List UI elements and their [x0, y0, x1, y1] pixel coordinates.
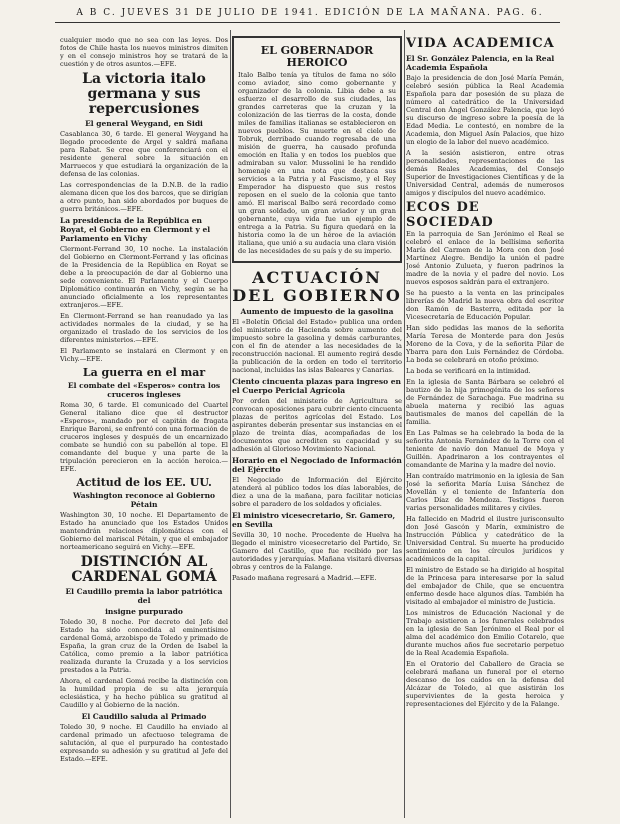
article-text: Roma 30, 6 tarde. El comunicado del Cuartel General italiano dice que el destructor «Esperos», mandado por el capitán de fragata Enrique Baroni, se enfrentó con una formación de cruceros ingleses y después de un encarnizado combate se hundió con su pabellón al tope. El comandante del buque y una parte de la tripulación perecieron en la acción heroica.—EFE. — [60, 401, 228, 473]
article-text: Ha fallecido en Madrid el ilustre jurisconsulto don José Gascón y Marín, exministro de Instrucción Pública y catedrático de la Universidad Central. Su muerte ha producido sentimiento en los círculos jurídicos y académicos de la capital. — [406, 515, 564, 563]
article-text: Las correspondencias de la D.N.B. de la radio alemana dicen que los dos barcos, que se dirigían a otro punto, han sido abordados por buques de guerra británicos.—EFE. — [60, 181, 228, 213]
article-text: En Clermont-Ferrand se han reanudado ya las actividades normales de la ciudad, y se ha organizado el traslado de los servicios de los diferentes ministerios.—EFE. — [60, 312, 228, 344]
intro-text: cualquier modo que no sea con las leyes. Dos fotos de Chile hasta los nuevos ministros dimiten y en el consejo ministros hoy se tratará de la cuestión y de otros asuntos.—EFE. — [60, 36, 228, 68]
article-text: Washington 30, 10 noche. El Departamento de Estado ha anunciado que los Estados Unidos mantendrán relaciones diplomáticas con el Gobierno del mariscal Pétain, y que el embajador norteamericano seguirá en Vichy.—EFE. — [60, 511, 228, 551]
article-text: El Negociado de Información del Ejército atenderá al público todos los días laborables, de diez a una de la mañana, para facilitar noticias sobre el paradero de los soldados y oficiales. — [232, 476, 402, 508]
article-text: Han sido pedidas las manos de la señorita María Teresa de Monterde para don Jesús Moreno de la Cova, y de la señorita Pilar de Ybarra para don Luis Fernández de Córdoba. La boda se celebrará en otoño próximo. — [406, 324, 564, 364]
subhead-esperos: El combate del «Esperos» contra los cruceros ingleses — [67, 381, 221, 399]
headline-victoria: La victoria italo germana y sus repercusiones — [82, 71, 206, 117]
column-left — [60, 36, 228, 816]
article-text: Pasado mañana regresará a Madrid.—EFE. — [232, 574, 377, 582]
article-text: En el Oratorio del Caballero de Gracia se celebrará mañana un funeral por el eterno descanso de los caídos en la defensa del Alcázar de Toledo, al que asistirán los supervivientes de la gesta heroica y representaciones del Ejército y de la Falange. — [406, 660, 564, 708]
headline-eeuu: Actitud de los EE. UU. — [76, 476, 212, 489]
subhead-weygand: El general Weygand, en Sidi — [85, 119, 203, 128]
article-text: Los ministros de Educación Nacional y de Trabajo asistieron a los funerales celebrados en la iglesia de San Jerónimo el Real por el alma del académico don Emilio Cotarelo, que durante muchos años fue secretario perpetuo de la Real Academia Española. — [406, 609, 564, 657]
headline-actuacion: ACTUACIÓN DEL GOBIERNO — [232, 268, 402, 305]
header-rule — [55, 22, 560, 23]
article-text: Han contraído matrimonio en la iglesia de San José la señorita María Luisa Sánchez de Movellán y el teniente de Infantería don Carlos Díaz de Mendoza. Testigos fueron varias personalidades militares y civiles. — [406, 472, 564, 512]
column-divider — [230, 30, 231, 818]
boxed-article — [232, 36, 402, 263]
article-text: En la iglesia de Santa Bárbara se celebró el bautizo de la hija primogénita de los señores de Fernández de Sarachaga. Fue madrina su abuela materna y recibió las aguas bautismales de manos del capellán de la familia. — [406, 378, 564, 426]
article-text: Sevilla 30, 10 noche. Procedente de Huelva ha llegado el ministro vicesecretario del Partido, Sr. Gamero del Castillo, que fue recibido por las autoridades y jerarquías. Mañana visitará diversas obras y centros de la Falange. — [232, 531, 402, 571]
subhead-washington: Washington reconoce al Gobierno Pétain — [72, 491, 216, 509]
headline-gobernador: EL GOBERNADOR HEROICO — [260, 44, 374, 69]
page-header: A B C. JUEVES 31 DE JULIO DE 1941. EDICIÓN DE LA MAÑANA. PAG. 6. — [76, 8, 544, 18]
subhead-goma: El Caudillo premia la labor patriótica del — [65, 587, 223, 605]
column-divider — [404, 30, 405, 818]
article-text: Se ha puesto a la venta en las principales librerías de Madrid la nueva obra del escritor don Ramón de Basterra, editada por la Vicesecretaría de Educación Popular. — [406, 289, 564, 321]
article-text: En la parroquia de San Jerónimo el Real se celebró el enlace de la bellísima señorita María del Carmen de la Mora con don José Martínez Alegre. Bendijo la unión el padre José Antonio Zulueta, y fueron padrinos la madre de la novia y el padre del novio. Los nuevos esposos saldrán para el extranjero. — [406, 230, 564, 286]
subhead-palencia: El Sr. González Palencia, en la Real Academia Española — [406, 54, 555, 72]
subhead-horario: Horario en el Negociado de Información del Ejército — [232, 456, 402, 474]
article-text: Toledo 30, 8 noche. Por decreto del Jefe del Estado ha sido concedida al eminentísimo cardenal Gomá, arzobispo de Toledo y primado de España, la gran cruz de la Orden de Isabel la Católica, como premio a la labor patriótica realizada durante la Cruzada y a los servicios prestados a la Patria. — [60, 618, 228, 674]
subhead-ministro: El ministro vicesecretario, Sr. Gamero, en Sevilla — [232, 511, 396, 529]
article-text: Ahora, el cardenal Gomá recibe la distinción con la humildad propia de su alta jerarquía eclesiástica, y ha hecho pública su gratitud al Caudillo y al Gobierno de la nación. — [60, 677, 228, 709]
article-text: Italo Balbo tenía ya títulos de fama no sólo como aviador, sino como gobernante y organizador de la colonia. Libia debe a su esfuerzo el desarrollo de sus ciudades, las grandes carreteras que la cruzan y la colonización de las tierras de la costa, donde miles de familias italianas se establecieron en nuevos pueblos. Su muerte en el cielo de Tobruk, derribado cuando regresaba de una misión de guerra, ha causado profunda emoción en Italia y en todos los pueblos que admiraban su valor. Mussolini le ha rendido homenaje en una nota que destaca sus servicios a la Patria y al Fascismo, y el Rey Emperador ha dispuesto que sus restos reposen en el suelo de la colonia que tanto amó. El mariscal Balbo será recordado como un gran soldado, un gran aviador y un gran gobernante, cuya vida fue un ejemplo de entrega a la Patria. Su figura quedará en la historia como la de un héroe de la aviación italiana, que unió a su audacia una clara visión de las necesidades de su país y de su imperio. — [238, 71, 396, 255]
article-text: Bajo la presidencia de don José María Pemán, celebró sesión pública la Real Academia Española para dar posesión de su plaza de número al catedrático de la Universidad Central don Ángel González Palencia, que leyó su discurso de ingreso sobre la poesía de la Edad Media. Le contestó, en nombre de la Academia, don Miguel Asín Palacios, que hizo un elogio de la labor del nuevo académico. — [406, 74, 564, 146]
article-text: El Parlamento se instalará en Clermont y en Vichy.—EFE. — [60, 347, 228, 363]
article-text: En Las Palmas se ha celebrado la boda de la señorita Antonia Fernández de la Torre con el teniente de navío don Manuel de Moya y Guillén. Apadrinaron a los contrayentes el comandante de Marina y la madre del novio. — [406, 429, 564, 469]
subhead-gasolina: Aumento de impuesto de la gasolina — [240, 307, 394, 316]
article-text: Casablanca 30, 6 tarde. El general Weygand ha llegado procedente de Argel y saldrá mañana para Rabat. Se cree que conferenciará con el residente general sobre la situación en Marruecos y que estudiará la organización de la defensa de las colonias. — [60, 130, 228, 178]
article-text: La boda se verificará en la intimidad. — [406, 367, 531, 375]
column-middle — [232, 36, 402, 816]
headline-goma: DISTINCIÓN AL CARDENAL GOMÁ — [71, 554, 217, 585]
subhead-plazas: Ciento cincuenta plazas para ingreso en el Cuerpo Pericial Agrícola — [232, 377, 401, 395]
article-text: Clermont-Ferrand 30, 10 noche. La instalación del Gobierno en Clermont-Ferrand y las oficinas de la Presidencia de la República en Royat se debe a la preocupación de dar al Gobierno una sede conveniente. El Parlamento y el Cuerpo Diplomático continuarán en Vichy, según se ha anunciado oficialmente a los representantes extranjeros.—EFE. — [60, 245, 228, 309]
article-text: A la sesión asistieron, entre otras personalidades, representaciones de las demás Reales Academias, del Consejo Superior de Investigaciones Científicas y de la Universidad Central, además de numerosos amigos y discípulos del nuevo académico. — [406, 149, 564, 197]
headline-guerra-mar: La guerra en el mar — [82, 366, 206, 379]
article-text: Por orden del ministerio de Agricultura se convocan oposiciones para cubrir ciento cincuenta plazas de peritos agrícolas del Estado. Los aspirantes deberán presentar sus instancias en el plazo de treinta días, acompañadas de los documentos que acrediten su capacidad y su adhesión al Glorioso Movimiento Nacional. — [232, 397, 402, 453]
column-right — [406, 36, 564, 816]
article-text: Toledo 30, 9 noche. El Caudillo ha enviado al cardenal primado un afectuoso telegrama de salutación, al que el purpurado ha contestado expresando su adhesión y su gratitud al Jefe del Estado.—EFE. — [60, 723, 228, 763]
subhead-goma: insigne purpurado — [105, 607, 183, 616]
headline-ecos-sociedad: ECOS DE SOCIEDAD — [406, 200, 494, 230]
subhead-saludo: El Caudillo saluda al Primado — [81, 712, 207, 721]
headline-republica: La presidencia de la República en Royat, el Gobierno en Clermont y el Parlamento en Vichy — [60, 216, 211, 243]
article-text: El ministro de Estado se ha dirigido al hospital de la Princesa para interesarse por la salud del embajador de Chile, que se encuentra enfermo desde hace algunos días. También ha visitado al embajador el ministro de Justicia. — [406, 566, 564, 606]
article-text: El «Boletín Oficial del Estado» publica una orden del ministerio de Hacienda sobre aumento del impuesto sobre la gasolina y demás carburantes, con el fin de atender a las necesidades de la reconstrucción nacional. El aumento regirá desde la publicación de la orden en todo el territorio nacional, incluidas las islas Baleares y Canarias. — [232, 318, 402, 374]
headline-vida-academica: VIDA ACADEMICA — [406, 36, 555, 51]
